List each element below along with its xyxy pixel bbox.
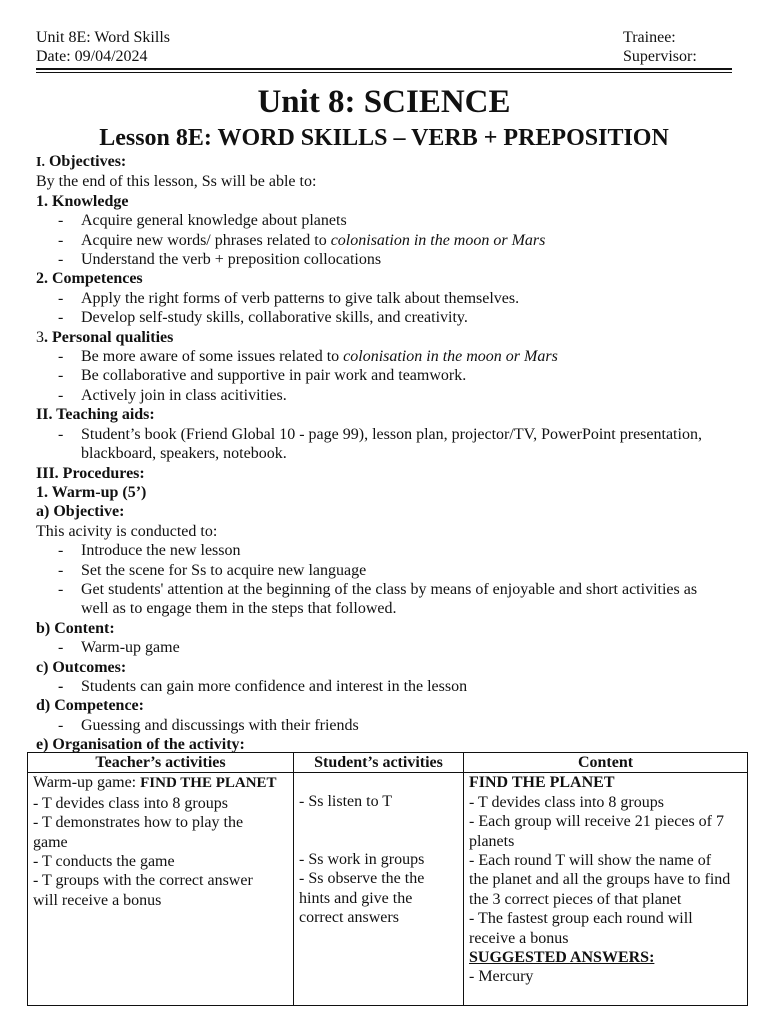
activity-table [27, 752, 748, 1006]
objective-item-2: Set the scene for Ss to acquire new language [81, 561, 367, 579]
objectives-intro: By the end of this lesson, Ss will be able to: [36, 173, 317, 191]
content-line-5: the planet and all the groups have to find [469, 871, 731, 889]
knowledge-item-3: Understand the verb + preposition collocations [81, 251, 382, 269]
teacher-game-line [33, 773, 288, 793]
teaching-aids-heading: II. Teaching aids: [36, 406, 155, 424]
student-line-5: correct answers [299, 909, 399, 927]
personal-qualities-heading [36, 328, 732, 347]
list-item: - Acquire new words/ phrases related to colonisation in the moon or Mars [58, 231, 546, 249]
list-item: - Apply the right forms of verb patterns to give talk about themselves. [58, 289, 520, 307]
teacher-line-2: - T demonstrates how to play the [33, 814, 244, 832]
outcomes-item-1: Students can gain more confidence and interest in the lesson [81, 677, 468, 695]
unit-label: Unit 8E: Word Skills [36, 29, 170, 46]
objective-item-3: Get students' attention at the beginning of the class by means of enjoyable and short activities as [81, 580, 698, 598]
trainee-label: Trainee: [623, 29, 676, 46]
list-item: - Warm-up game [58, 639, 180, 657]
page-header [36, 28, 732, 72]
list-item: - Introduce the new lesson [58, 542, 241, 560]
personal-item-1: Be more aware of some issues related to [81, 348, 344, 366]
header-rule-thin [36, 72, 732, 73]
list-item: - Be collaborative and supportive in pair work and teamwork. [58, 367, 467, 385]
list-item: - Guessing and discussings with their friends [58, 716, 359, 734]
objectives-heading-text: Objectives: [44, 153, 127, 170]
suggested-answers-heading: SUGGESTED ANSWERS: [469, 949, 655, 967]
warmup-heading: 1. Warm-up (5’) [36, 483, 147, 501]
pq-heading-text: . Personal qualities [44, 328, 174, 346]
organisation-heading: e) Organisation of the activity: [36, 736, 245, 754]
list-item: - Get students' attention at the beginning of the class by means of enjoyable and short activities as [58, 580, 698, 598]
lesson-title: Lesson 8E: WORD SKILLS – VERB + PREPOSITION [99, 125, 669, 151]
list-item: - Be more aware of some issues related to colonisation in the moon or Mars [58, 348, 558, 366]
content-heading-find-planet: FIND THE PLANET [469, 774, 615, 792]
header-left [36, 28, 170, 67]
teacher-line-6: will receive a bonus [33, 891, 162, 909]
competence-item-1: Apply the right forms of verb patterns to give talk about themselves. [81, 289, 520, 307]
content-line-3: planets [469, 832, 515, 850]
knowledge-heading: 1. Knowledge [36, 192, 129, 210]
objectives-heading [36, 152, 732, 172]
objective-item-3-cont: well as to engage them in the steps that followed. [81, 600, 397, 618]
objective-item-1: Introduce the new lesson [81, 542, 241, 560]
teacher-game-name: FIND THE PLANET [140, 775, 277, 792]
table-row [28, 773, 748, 1006]
teacher-line-1: - T devides class into 8 groups [33, 794, 228, 812]
date-label: Date: 09/04/2024 [36, 48, 148, 66]
table-header-row [28, 753, 748, 773]
student-line-1: - Ss listen to T [299, 793, 393, 811]
teaching-aids-line-1: Student’s book (Friend Global 10 - page 99), lesson plan, projector/TV, PowerPoint presentation, [81, 425, 702, 443]
student-line-4: hints and give the [299, 889, 413, 907]
objective-heading: a) Objective: [36, 503, 125, 521]
teacher-activities-cell [28, 773, 294, 1006]
student-activities-cell [294, 773, 464, 1006]
objectives-roman: I. [36, 155, 45, 170]
supervisor-label: Supervisor: [623, 48, 697, 66]
content-line-4: - Each round T will show the name of [469, 852, 712, 870]
knowledge-item-1: Acquire general knowledge about planets [81, 212, 347, 230]
student-line-2: - Ss work in groups [299, 850, 425, 868]
knowledge-item-2: Acquire new words/ phrases related to [81, 231, 331, 249]
teacher-line-5: - T groups with the correct answer [33, 872, 253, 890]
list-item: - Actively join in class acitivities. [58, 386, 287, 404]
content-cell [464, 773, 748, 1006]
personal-item-2: Be collaborative and supportive in pair work and teamwork. [81, 367, 467, 385]
list-item-continuation [36, 599, 732, 618]
content-line-1: - T devides class into 8 groups [469, 793, 664, 811]
list-item-continuation [36, 444, 732, 463]
table-header-teacher: Teacher’s activities [28, 753, 294, 773]
table-header-student: Student’s activities [294, 753, 464, 773]
header-rule-thick [36, 68, 732, 70]
pq-number: 3 [36, 328, 44, 346]
student-line-3: - Ss observe the the [299, 870, 425, 888]
personal-item-3: Actively join in class acitivities. [81, 386, 287, 404]
outcomes-heading: c) Outcomes: [36, 658, 127, 676]
competence-item-2: Develop self-study skills, collaborative skills, and creativity. [81, 309, 468, 327]
teacher-line-4: - T conducts the game [33, 853, 175, 871]
competence-heading: d) Competence: [36, 697, 144, 715]
teacher-line-3: game [33, 833, 68, 851]
list-item: - Acquire general knowledge about planets [58, 212, 347, 230]
lesson-body [36, 152, 732, 755]
knowledge-item-2-italic: colonisation in the moon or Mars [330, 231, 546, 249]
list-item: - Develop self-study skills, collaborative skills, and creativity. [58, 309, 468, 327]
content-line-8: receive a bonus [469, 929, 569, 947]
list-item: - Understand the verb + preposition collocations [58, 251, 382, 269]
teacher-game-prefix: Warm-up game: [33, 774, 141, 792]
content-line-6: the 3 correct pieces of that planet [469, 890, 682, 908]
list-item: - Set the scene for Ss to acquire new language [58, 561, 367, 579]
personal-item-1-italic: colonisation in the moon or Mars [343, 348, 558, 366]
teaching-aids-line-2: blackboard, speakers, notebook. [81, 445, 287, 463]
list-item: - Students can gain more confidence and interest in the lesson [58, 677, 468, 695]
content-line-2: - Each group will receive 21 pieces of 7 [469, 813, 725, 831]
list-item: - Student’s book (Friend Global 10 - page 99), lesson plan, projector/TV, PowerPoint presentation, [58, 425, 702, 443]
competence-d-item-1: Guessing and discussings with their friends [81, 716, 359, 734]
content-item-1: Warm-up game [81, 639, 180, 657]
content-line-7: - The fastest group each round will [469, 910, 693, 928]
procedures-heading: III. Procedures: [36, 464, 145, 482]
objective-intro: This acivity is conducted to: [36, 522, 218, 540]
competences-heading: 2. Competences [36, 270, 143, 288]
page-title: Unit 8: SCIENCE [257, 84, 511, 120]
content-heading: b) Content: [36, 619, 115, 637]
answer-item-1: - Mercury [469, 968, 534, 986]
table-header-content: Content [464, 753, 748, 773]
header-right [623, 28, 697, 67]
